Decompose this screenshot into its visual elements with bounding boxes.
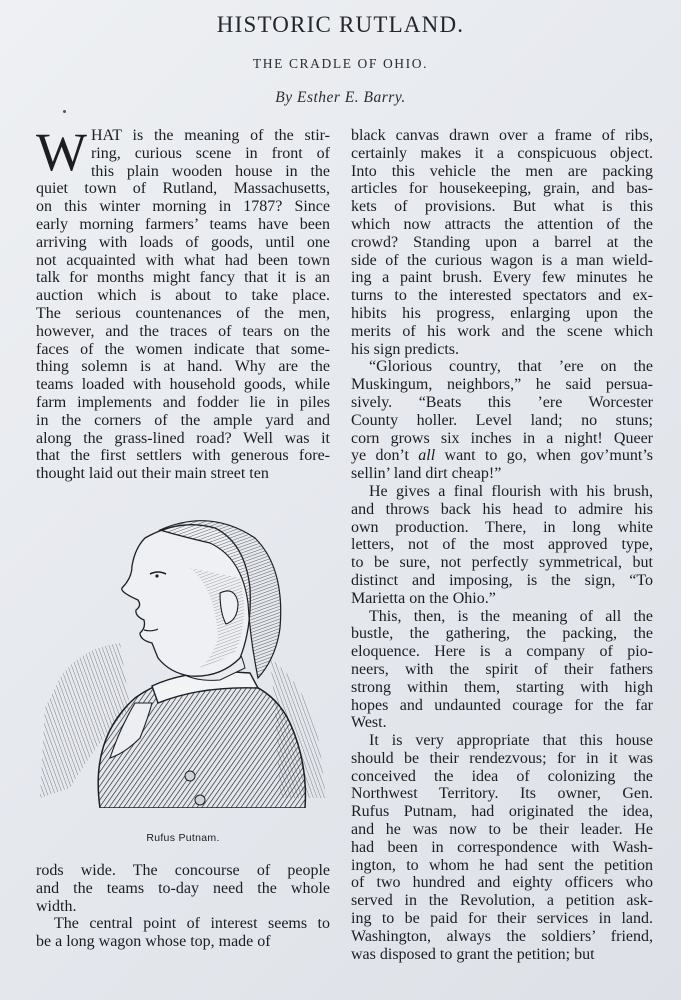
text-line: teams loaded with household goods, while bbox=[36, 376, 330, 394]
text-line: this plain wooden house in the bbox=[90, 162, 330, 180]
text-line: West. bbox=[351, 714, 387, 732]
text-line: was disposed to grant the petition; but bbox=[351, 945, 595, 963]
text-line: ington, to whom he had sent the petition bbox=[351, 856, 653, 874]
text-line: early morning farmers’ teams have been bbox=[36, 215, 330, 233]
text-line: served in the Revolution, a petition ask- bbox=[351, 892, 653, 910]
text-line: in the corners of the ample yard and bbox=[36, 411, 330, 429]
text-line: Marietta on the Ohio.” bbox=[351, 589, 496, 607]
text-line: ing a paint brush. Every few minutes he bbox=[351, 269, 653, 287]
text-line: that the first settlers with generous fore- bbox=[36, 447, 330, 465]
text-line: not acquainted with what had been town bbox=[36, 251, 330, 269]
text-line: which now attracts the attention of the bbox=[351, 215, 653, 233]
text-line: and he was now to be their leader. He bbox=[351, 821, 653, 839]
text-line: along the grass-lined road? Well was it bbox=[36, 429, 330, 447]
text-line: Muskingum, neighbors,” he said persua- bbox=[351, 376, 653, 394]
portrait-engraving bbox=[40, 508, 326, 808]
print-speck bbox=[63, 110, 66, 113]
text-line: farm implements and fodder lie in piles bbox=[36, 393, 330, 411]
text-line: and throws back his head to admire his bbox=[351, 500, 653, 518]
left-column-top bbox=[36, 122, 330, 483]
text-line: ye don’t all want to go, when gov’munt’s bbox=[351, 447, 653, 465]
text-line: kets of provisions. But what is this bbox=[351, 198, 653, 216]
text-line: ing to be paid for their services in land. bbox=[351, 910, 653, 928]
right-column bbox=[351, 127, 653, 963]
text-line: County holler. Level land; no stuns; bbox=[351, 411, 653, 429]
text-line: and the teams to-day need the whole bbox=[36, 879, 330, 897]
text-line: however, and the traces of tears on the bbox=[36, 322, 330, 340]
portrait-caption: Rufus Putnam. bbox=[146, 832, 220, 844]
article-subtitle: THE CRADLE OF OHIO. bbox=[252, 56, 429, 71]
article-title: HISTORIC RUTLAND. bbox=[216, 12, 465, 37]
text-line: his sign predicts. bbox=[351, 340, 459, 358]
text-line: width. bbox=[36, 897, 77, 915]
text-line: letters, not of the most approved type, bbox=[351, 536, 653, 554]
text-line: turns to the interested spectators and ex- bbox=[351, 287, 653, 305]
text-line: neers, with the spirit of their fathers bbox=[351, 660, 653, 678]
text-line: Northwest Territory. Its owner, Gen. bbox=[351, 785, 653, 803]
text-line: faces of the women indicate that some- bbox=[36, 340, 330, 358]
text-line: talk for months might fancy that it is an bbox=[36, 269, 330, 287]
text-line: quiet town of Rutland, Massachusetts, bbox=[36, 180, 330, 198]
text-line: be a long wagon whose top, made of bbox=[36, 933, 271, 951]
text-line: thing solemn is at hand. Why are the bbox=[36, 358, 330, 376]
text-line: It is very appropriate that this house bbox=[369, 732, 653, 750]
text-line: Into this vehicle the men are packing bbox=[351, 162, 653, 180]
text-line: should be their rendezvous; for in it was bbox=[351, 749, 653, 767]
text-line: “Glorious country, that ’ere on the bbox=[369, 358, 653, 376]
text-line: eloquence. Here is a company of pio- bbox=[351, 643, 653, 661]
text-line: of two hundred and eighty officers who bbox=[351, 874, 653, 892]
text-line: hopes and undaunted courage for the far bbox=[351, 696, 653, 714]
right-column-lines bbox=[351, 127, 653, 963]
text-line: HAT is the meaning of the stir- bbox=[90, 127, 330, 144]
text-line: auction which is about to take place. bbox=[36, 287, 330, 305]
text-line: conceived the idea of colonizing the bbox=[351, 767, 653, 785]
text-line: ring, curious scene in front of bbox=[90, 144, 330, 162]
text-line: crowd? Standing upon a barrel at the bbox=[351, 233, 653, 251]
text-line: distinct and imposing, is the sign, “To bbox=[351, 571, 653, 589]
text-line: articles for housekeeping, grain, and bas- bbox=[351, 180, 653, 198]
text-line: bustle, the gathering, the packing, the bbox=[351, 625, 653, 643]
article-byline: By Esther E. Barry. bbox=[275, 89, 406, 106]
text-line: own production. There, in long white bbox=[351, 518, 653, 536]
text-line: side of the curious wagon is a man wield- bbox=[351, 251, 653, 269]
text-line: Rufus Putnam, had originated the idea, bbox=[351, 803, 653, 821]
left-column-top-lines bbox=[36, 122, 330, 483]
text-line: black canvas drawn over a frame of ribs, bbox=[351, 127, 653, 144]
text-line: The central point of interest seems to bbox=[54, 915, 330, 933]
text-line: hibits his progress, enlarging upon the bbox=[351, 304, 653, 322]
text-line: arriving with loads of goods, until one bbox=[36, 233, 330, 251]
text-line: Washington, always the soldiers’ friend, bbox=[351, 927, 653, 945]
left-column-bottom bbox=[36, 862, 330, 951]
drop-cap: W bbox=[36, 122, 87, 182]
text-line: to be sure, not perfectly symmetrical, but bbox=[351, 554, 653, 572]
text-line: on this winter morning in 1787? Since bbox=[36, 198, 330, 216]
left-column-bottom-lines bbox=[36, 862, 330, 951]
text-line: thought laid out their main street ten bbox=[36, 465, 269, 483]
text-line: The serious countenances of the men, bbox=[36, 304, 330, 322]
text-line: sively. “Beats this ’ere Worcester bbox=[351, 393, 653, 411]
text-line: rods wide. The concourse of people bbox=[36, 862, 330, 879]
text-line: had been in correspondence with Wash- bbox=[351, 838, 653, 856]
text-line: strong within them, starting with high bbox=[351, 678, 653, 696]
text-line: sellin’ land dirt cheap!” bbox=[351, 465, 502, 483]
text-line: merits of his work and the scene which bbox=[351, 322, 653, 340]
text-line: He gives a final flourish with his brush, bbox=[369, 482, 653, 500]
text-line: This, then, is the meaning of all the bbox=[369, 607, 653, 625]
text-line: certainly makes it a conspicuous object. bbox=[351, 144, 653, 162]
text-line: corn grows six inches in a night! Queer bbox=[351, 429, 653, 447]
